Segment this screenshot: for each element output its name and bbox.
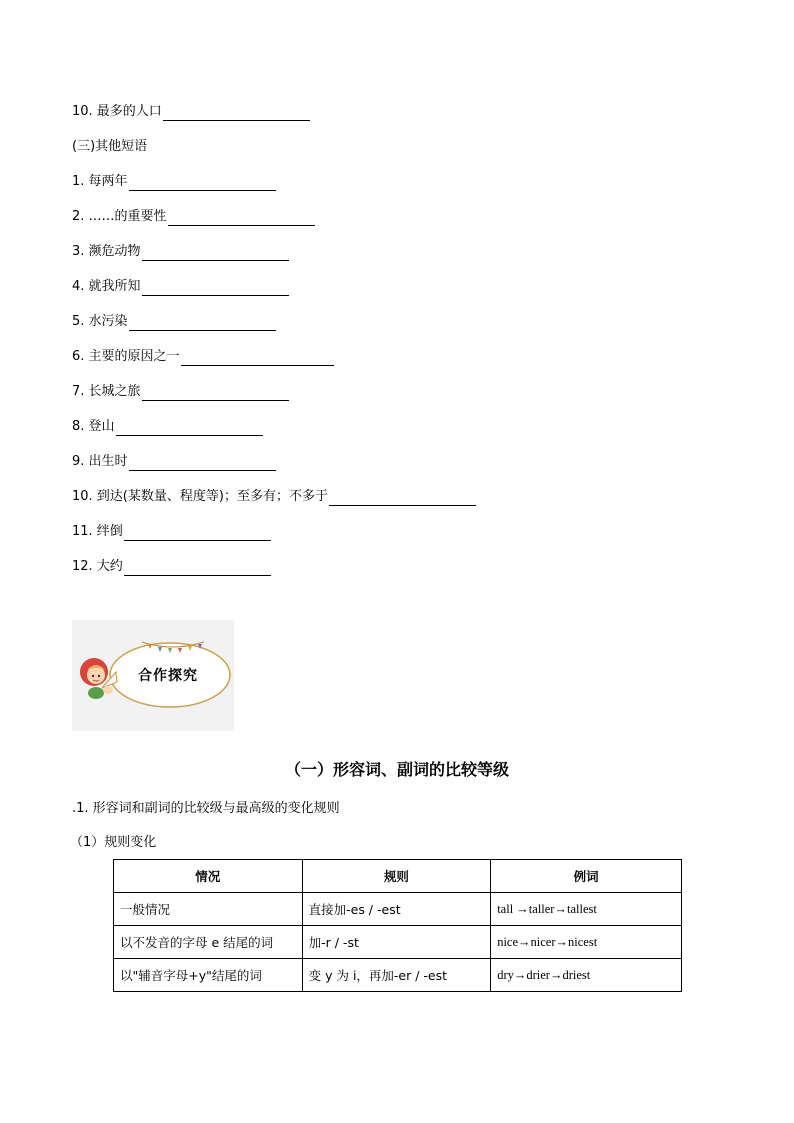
phrase-item-11 [72, 523, 271, 541]
answer-blank[interactable] [329, 491, 476, 506]
column-header: 情况 [114, 860, 303, 893]
phrase-label: 10. 到达(某数量、程度等)；至多有；不多于 [72, 489, 328, 504]
phrase-item-10 [72, 103, 310, 121]
answer-blank[interactable] [142, 386, 289, 401]
phrase-label: 2. ……的重要性 [72, 209, 167, 224]
table-row [114, 893, 682, 926]
answer-blank[interactable] [142, 246, 289, 261]
phrase-item-7 [72, 383, 289, 401]
phrase-item-6 [72, 348, 334, 366]
answer-blank[interactable] [129, 316, 276, 331]
phrase-item-8 [72, 418, 263, 436]
phrase-item-12 [72, 558, 271, 576]
phrase-label: 5. 水污染 [72, 314, 128, 329]
phrase-label: 9. 出生时 [72, 454, 128, 469]
point-1-heading: .1. 形容词和副词的比较级与最高级的变化规则 [72, 801, 340, 816]
table-cell: 一般情况 [114, 893, 303, 926]
cooperative-inquiry-banner [72, 620, 234, 731]
phrase-label: 6. 主要的原因之一 [72, 349, 180, 364]
answer-blank[interactable] [124, 526, 271, 541]
girl-body [88, 687, 104, 699]
answer-blank[interactable] [168, 211, 315, 226]
column-header: 例词 [491, 860, 682, 893]
table-cell: dry→drier→driest [491, 959, 682, 992]
phrase-item-3 [72, 243, 289, 261]
phrase-label: 7. 长城之旅 [72, 384, 141, 399]
phrase-item-9 [72, 453, 276, 471]
table-row [114, 959, 682, 992]
table-cell: 直接加-es / -est [302, 893, 491, 926]
phrase-label: 11. 绊倒 [72, 524, 123, 539]
phrase-label: 3. 濒危动物 [72, 244, 141, 259]
table-cell: 以不发音的字母 e 结尾的词 [114, 926, 303, 959]
section-heading-other-phrases: (三)其他短语 [72, 139, 148, 154]
phrase-item-10-reach [72, 488, 476, 506]
table-cell: 变 y 为 i，再加-er / -est [302, 959, 491, 992]
table-cell: tall →taller→tallest [491, 893, 682, 926]
point-1-subheading: （1）规则变化 [70, 835, 157, 850]
phrase-item-2 [72, 208, 315, 226]
phrase-item-4 [72, 278, 289, 296]
phrase-label: 12. 大约 [72, 559, 123, 574]
answer-blank[interactable] [129, 176, 276, 191]
comparison-rules-table [113, 859, 682, 992]
answer-blank[interactable] [124, 561, 271, 576]
table-cell: 以"辅音字母+y"结尾的词 [114, 959, 303, 992]
phrase-item-1 [72, 173, 276, 191]
phrase-label: 4. 就我所知 [72, 279, 141, 294]
phrase-item-5 [72, 313, 276, 331]
answer-blank[interactable] [181, 351, 334, 366]
table-cell: nice→nicer→nicest [491, 926, 682, 959]
phrase-label: 1. 每两年 [72, 174, 128, 189]
banner-label: 合作探究 [138, 668, 198, 684]
table-header-row [114, 860, 682, 893]
table-row [114, 926, 682, 959]
answer-blank[interactable] [129, 456, 276, 471]
section-title-comparison: （一）形容词、副词的比较等级 [284, 760, 509, 779]
phrase-label: 8. 登山 [72, 419, 115, 434]
answer-blank[interactable] [142, 281, 289, 296]
answer-blank[interactable] [116, 421, 263, 436]
phrase-label: 10. 最多的人口 [72, 104, 162, 119]
column-header: 规则 [302, 860, 491, 893]
answer-blank[interactable] [163, 106, 310, 121]
table-cell: 加-r / -st [302, 926, 491, 959]
